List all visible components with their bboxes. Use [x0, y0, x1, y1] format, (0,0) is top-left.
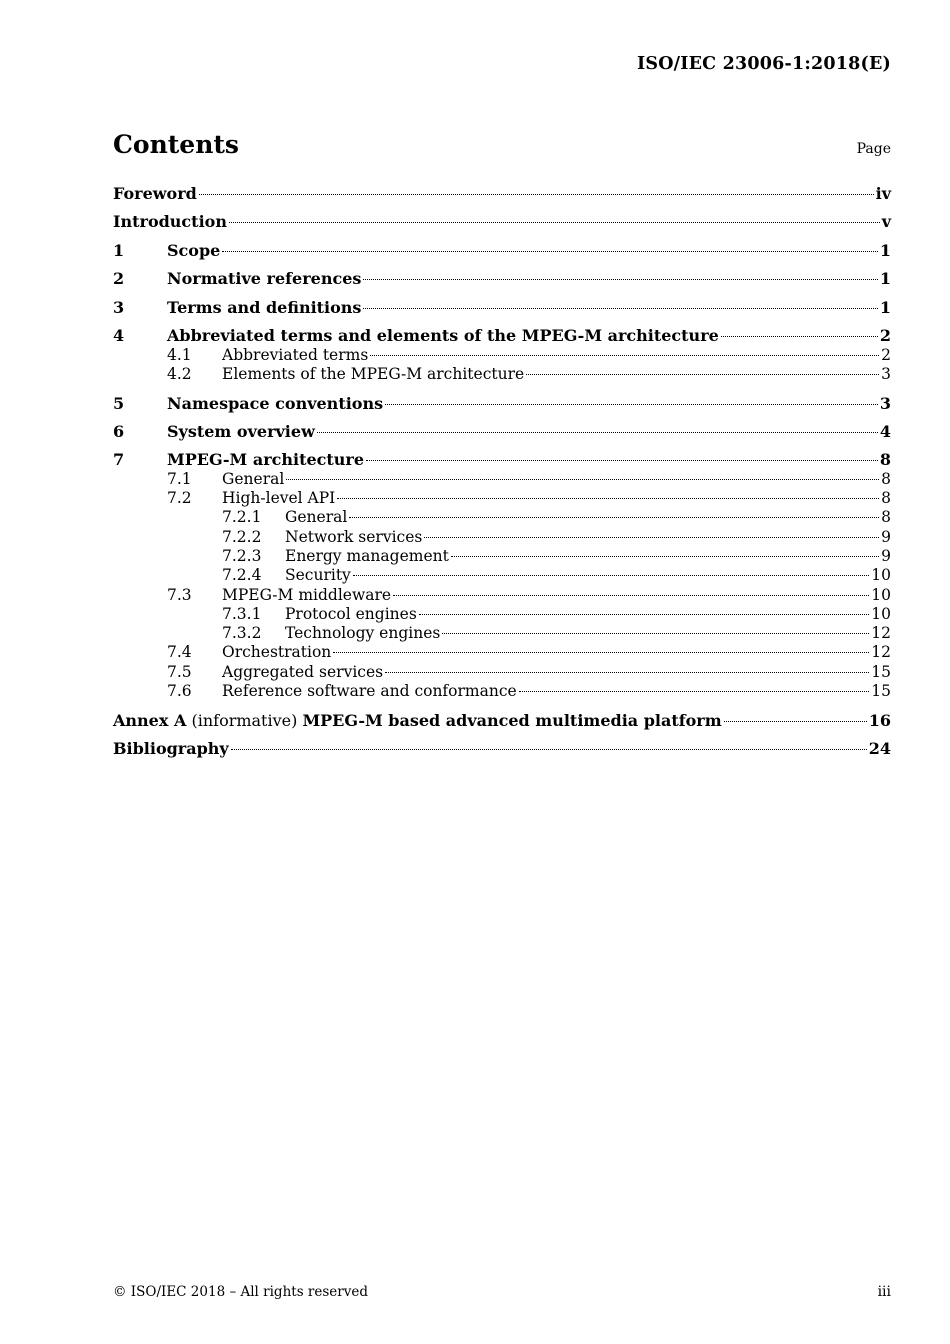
- toc-entry-page: 9: [881, 527, 891, 546]
- dot-leader: [451, 556, 879, 557]
- dot-leader: [286, 479, 879, 480]
- toc-entry-number: 7.2: [167, 489, 192, 508]
- toc-entry-number: 7.5: [167, 662, 192, 681]
- toc-entry-page: 1: [879, 240, 891, 260]
- toc-entry-number: 7.3.1: [222, 604, 262, 623]
- toc-entry-page: 24: [868, 739, 891, 758]
- toc-entry[interactable]: [113, 394, 891, 413]
- toc-entry-page: 3: [881, 365, 891, 384]
- toc-entry-title: Foreword: [113, 184, 197, 203]
- toc-entry-page: 1: [879, 269, 891, 289]
- dot-leader: [385, 404, 878, 405]
- toc-entry-number: 7.3.2: [222, 624, 262, 643]
- contents-title-row: [113, 130, 891, 159]
- dot-leader: [442, 633, 869, 634]
- toc-entry[interactable]: [113, 643, 891, 662]
- toc-entry-title: Abbreviated terms and elements of the MPEG-M architecture: [167, 326, 719, 346]
- toc-entry-page: 15: [871, 682, 891, 701]
- toc-entry[interactable]: [113, 586, 891, 605]
- toc-entry-number: 7.2.1: [222, 508, 262, 527]
- toc-entry-number: 7.2.2: [222, 527, 262, 546]
- toc-entry-title: High-level API: [222, 489, 336, 508]
- toc-entry-number: 4.1: [167, 345, 192, 364]
- dot-leader: [724, 721, 867, 722]
- toc-entry[interactable]: [113, 269, 891, 288]
- toc-entry-page: 3: [879, 393, 891, 413]
- toc-entry[interactable]: [113, 508, 891, 527]
- toc-entry-number: 7.6: [167, 682, 192, 701]
- toc-entry-title: Namespace conventions: [167, 393, 384, 413]
- toc-entry-number: 6: [113, 421, 125, 441]
- table-of-contents: [113, 184, 891, 758]
- toc-entry-page: 12: [871, 643, 891, 662]
- dot-leader: [349, 517, 879, 518]
- document-code: ISO/IEC 23006-1:2018(E): [637, 54, 891, 74]
- toc-entry-title: MPEG-M architecture: [167, 450, 365, 470]
- dot-leader: [199, 194, 874, 195]
- toc-entry[interactable]: [113, 528, 891, 547]
- toc-entry-title: Technology engines: [285, 624, 441, 643]
- toc-entry-page: v: [881, 212, 891, 232]
- dot-leader: [222, 251, 878, 252]
- toc-entry[interactable]: [113, 711, 891, 730]
- toc-entry-title: Aggregated services: [222, 662, 384, 681]
- toc-entry[interactable]: [113, 682, 891, 701]
- toc-entry[interactable]: [113, 739, 891, 758]
- toc-entry[interactable]: [113, 212, 891, 231]
- toc-entry[interactable]: [113, 624, 891, 643]
- toc-entry-page: iv: [875, 184, 891, 203]
- page-title: Contents: [113, 130, 240, 159]
- toc-entry-number: 7.2.4: [222, 566, 262, 585]
- toc-entry-page: 4: [879, 421, 891, 441]
- toc-entry[interactable]: [113, 605, 891, 624]
- page-number: iii: [877, 1284, 891, 1300]
- toc-entry-number: 2: [113, 269, 125, 289]
- toc-entry-title: General: [222, 469, 285, 488]
- toc-entry-page: 8: [879, 450, 891, 470]
- dot-leader: [526, 374, 879, 375]
- toc-entry-page: 8: [881, 489, 891, 508]
- toc-entry-title: Elements of the MPEG-M architecture: [222, 365, 525, 384]
- toc-entry-title: Security: [285, 566, 351, 585]
- toc-entry-title: Introduction: [113, 212, 227, 232]
- toc-entry-page: 2: [881, 345, 891, 364]
- toc-entry[interactable]: [113, 241, 891, 260]
- dot-leader: [333, 652, 869, 653]
- toc-entry[interactable]: [113, 450, 891, 469]
- dot-leader: [366, 460, 878, 461]
- toc-entry-page: 8: [881, 508, 891, 527]
- toc-entry[interactable]: [113, 422, 891, 441]
- toc-entry-title: MPEG-M middleware: [222, 585, 392, 604]
- dot-leader: [317, 432, 878, 433]
- toc-entry-number: 4.2: [167, 365, 192, 384]
- toc-entry-title: Network services: [285, 527, 423, 546]
- dot-leader: [229, 222, 880, 223]
- toc-entry-page: 12: [871, 624, 891, 643]
- dot-leader: [363, 308, 877, 309]
- toc-entry[interactable]: [113, 470, 891, 489]
- toc-entry-title: Annex A (informative) MPEG-M based advanced multimedia platform: [113, 710, 722, 730]
- toc-entry-title: Reference software and conformance: [222, 682, 517, 701]
- copyright-notice: © ISO/IEC 2018 – All rights reserved: [113, 1284, 368, 1300]
- toc-entry-page: 10: [871, 585, 891, 604]
- toc-entry-number: 4: [113, 326, 125, 346]
- toc-entry-page: 2: [879, 326, 891, 346]
- toc-entry-title: Scope: [167, 240, 221, 260]
- toc-entry-page: 10: [871, 604, 891, 623]
- toc-entry-number: 7.2.3: [222, 546, 262, 565]
- toc-entry-title: Orchestration: [222, 643, 332, 662]
- dot-leader: [393, 595, 869, 596]
- toc-entry-number: 7.4: [167, 643, 192, 662]
- toc-entry[interactable]: [113, 663, 891, 682]
- toc-entry-number: 1: [113, 240, 125, 260]
- toc-entry-page: 8: [881, 469, 891, 488]
- toc-entry-title: Abbreviated terms: [222, 345, 369, 364]
- toc-entry-number: 3: [113, 297, 125, 317]
- toc-entry-page: 1: [879, 297, 891, 317]
- toc-entry[interactable]: [113, 566, 891, 585]
- toc-entry-page: 15: [871, 662, 891, 681]
- dot-leader: [721, 336, 878, 337]
- toc-entry-title: Normative references: [167, 269, 362, 289]
- toc-entry-page: 16: [868, 710, 891, 730]
- toc-entry-page: 9: [881, 546, 891, 565]
- page-column-label: Page: [856, 141, 891, 157]
- toc-entry[interactable]: [113, 184, 891, 203]
- toc-entry[interactable]: [113, 298, 891, 317]
- toc-entry-title: Protocol engines: [285, 604, 417, 623]
- toc-entry[interactable]: [113, 489, 891, 508]
- dot-leader: [385, 672, 869, 673]
- dot-leader: [337, 498, 879, 499]
- dot-leader: [424, 537, 879, 538]
- dot-leader: [231, 749, 867, 750]
- toc-entry[interactable]: [113, 547, 891, 566]
- toc-entry-number: 7: [113, 450, 125, 470]
- toc-entry[interactable]: [113, 365, 891, 384]
- dot-leader: [419, 614, 869, 615]
- toc-entry-title: Energy management: [285, 546, 449, 565]
- toc-entry-title: General: [285, 508, 348, 527]
- dot-leader: [370, 355, 879, 356]
- toc-entry-title: Bibliography: [113, 739, 229, 758]
- toc-entry-number: 7.3: [167, 585, 192, 604]
- toc-entry-page: 10: [871, 566, 891, 585]
- dot-leader: [363, 279, 877, 280]
- dot-leader: [353, 575, 869, 576]
- toc-entry[interactable]: [113, 346, 891, 365]
- toc-entry-title: System overview: [167, 421, 315, 441]
- toc-entry-number: 5: [113, 393, 125, 413]
- toc-entry-title: Terms and definitions: [167, 297, 362, 317]
- toc-entry-number: 7.1: [167, 469, 192, 488]
- toc-entry[interactable]: [113, 326, 891, 345]
- dot-leader: [519, 691, 870, 692]
